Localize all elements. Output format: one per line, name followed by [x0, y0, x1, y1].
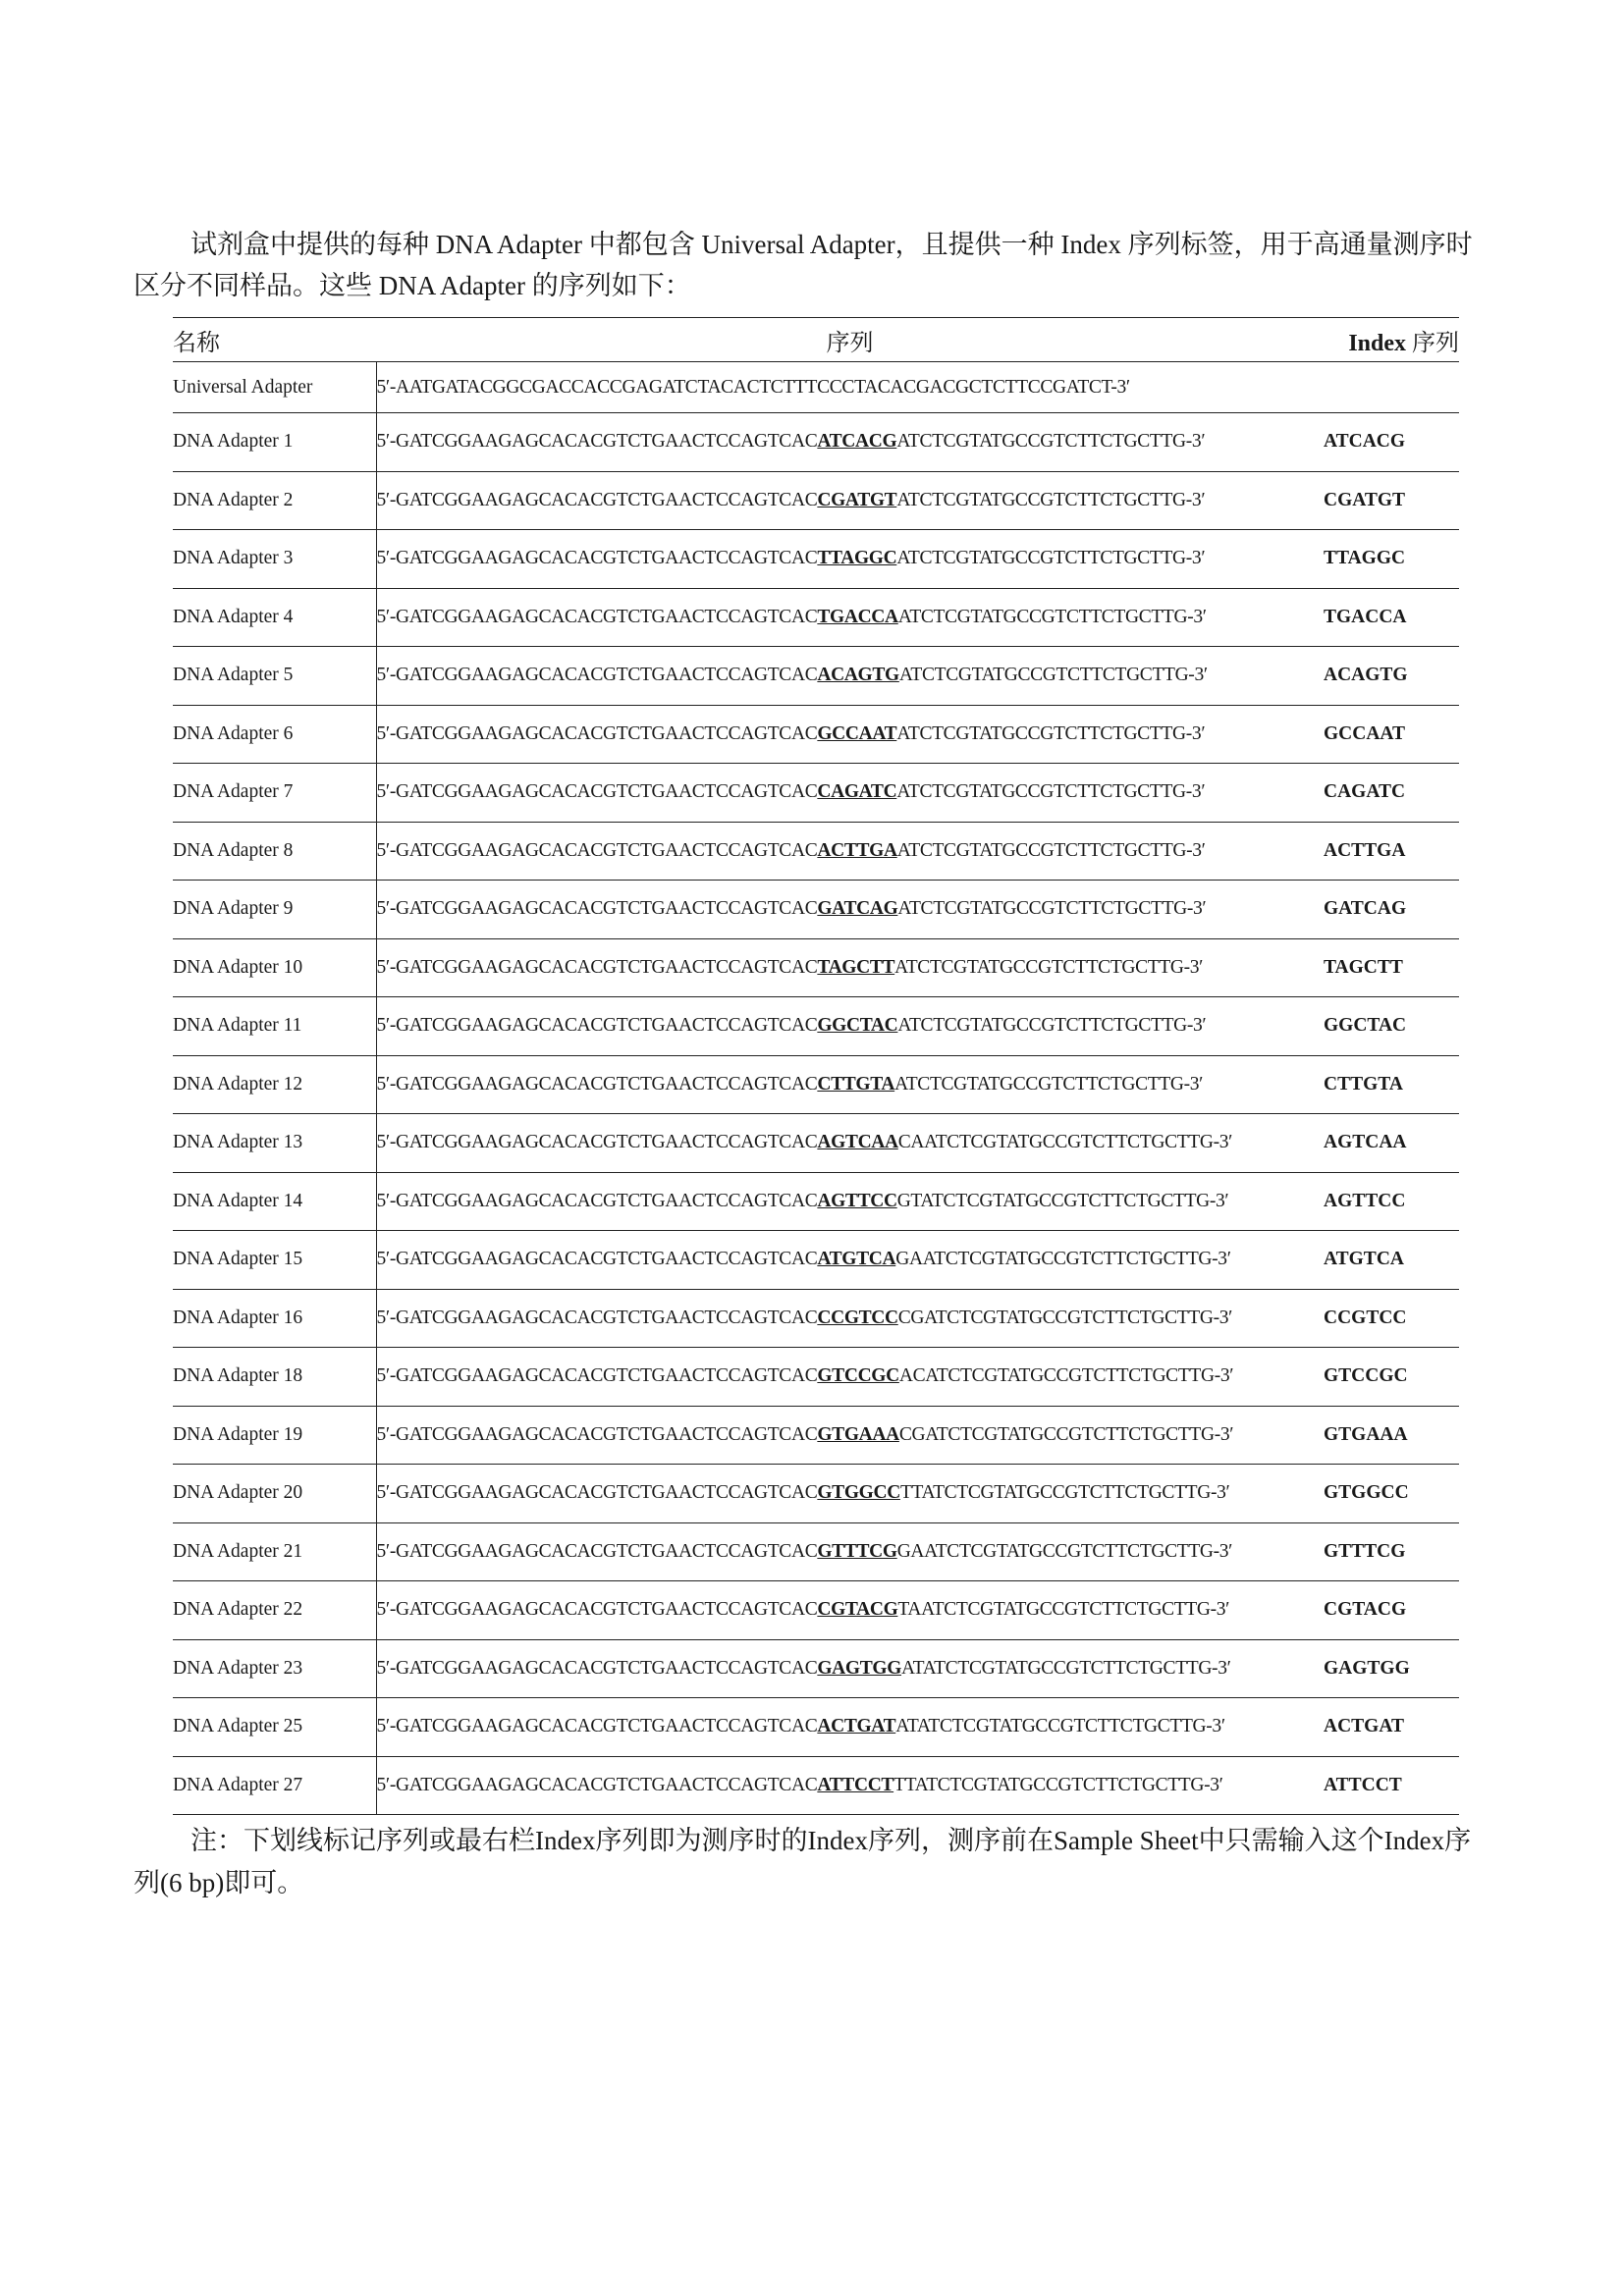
sequence-index-underlined: ATTCCT — [817, 1774, 894, 1795]
sequence-suffix: ACATCTCGTATGCCGTCTTCTGCTTG-3′ — [898, 1365, 1234, 1387]
adapter-sequence — [376, 413, 1324, 472]
adapter-sequence — [376, 997, 1324, 1056]
adapter-sequence — [376, 530, 1324, 589]
table-row — [173, 1055, 1459, 1114]
sequence-index-underlined: ACTGAT — [817, 1716, 896, 1737]
sequence-suffix: ATCTCGTATGCCGTCTTCTGCTTG-3′ — [896, 548, 1206, 569]
sequence-suffix: ATCTCGTATGCCGTCTTCTGCTTG-3′ — [897, 1015, 1207, 1037]
adapter-sequence — [376, 1756, 1324, 1815]
adapter-name: DNA Adapter 9 — [173, 881, 376, 939]
adapter-sequence — [376, 881, 1324, 939]
sequence-prefix: 5′-GATCGGAAGAGCACACGTCTGAACTCCAGTCAC — [376, 839, 818, 861]
adapter-index: AGTCAA — [1324, 1132, 1407, 1153]
sequence-prefix: 5′-GATCGGAAGAGCACACGTCTGAACTCCAGTCAC — [376, 1015, 818, 1037]
adapter-name: DNA Adapter 22 — [173, 1581, 376, 1640]
sequence-prefix: 5′-GATCGGAAGAGCACACGTCTGAACTCCAGTCAC — [376, 1599, 818, 1621]
adapter-index: CGTACG — [1324, 1599, 1407, 1621]
table-row — [173, 1639, 1459, 1698]
header-sequence: 序列 — [376, 318, 1324, 362]
adapter-name: DNA Adapter 13 — [173, 1114, 376, 1173]
sequence-suffix: GTATCTCGTATGCCGTCTTCTGCTTG-3′ — [896, 1190, 1229, 1211]
adapter-sequence — [376, 1289, 1324, 1348]
sequence-suffix: CGATCTCGTATGCCGTCTTCTGCTTG-3′ — [898, 1423, 1234, 1445]
table-row — [173, 1581, 1459, 1640]
sequence-suffix: TTATCTCGTATGCCGTCTTCTGCTTG-3′ — [899, 1482, 1230, 1504]
adapter-sequence — [376, 471, 1324, 530]
adapter-sequence — [376, 1698, 1324, 1757]
sequence-index-underlined: AGTCAA — [817, 1132, 898, 1153]
sequence-prefix: 5′-GATCGGAAGAGCACACGTCTGAACTCCAGTCAC — [376, 1249, 818, 1270]
adapter-index: CTTGTA — [1324, 1073, 1403, 1095]
sequence-prefix: 5′-GATCGGAAGAGCACACGTCTGAACTCCAGTCAC — [376, 781, 818, 803]
adapter-name: DNA Adapter 15 — [173, 1231, 376, 1290]
sequence-index-underlined: CAGATC — [817, 781, 897, 803]
adapter-index: ACTGAT — [1324, 1716, 1404, 1737]
sequence-index-underlined: GTTTCG — [817, 1540, 897, 1562]
sequence-prefix: 5′-GATCGGAAGAGCACACGTCTGAACTCCAGTCAC — [376, 956, 818, 978]
table-row — [173, 1114, 1459, 1173]
adapter-name: DNA Adapter 18 — [173, 1348, 376, 1407]
sequence-suffix: ATATCTCGTATGCCGTCTTCTGCTTG-3′ — [895, 1716, 1225, 1737]
sequence-prefix: 5′-GATCGGAAGAGCACACGTCTGAACTCCAGTCAC — [376, 1365, 818, 1387]
adapter-sequence — [376, 764, 1324, 823]
table-row — [173, 413, 1459, 472]
adapter-index: TTAGGC — [1324, 548, 1406, 569]
adapter-name: DNA Adapter 14 — [173, 1172, 376, 1231]
adapter-sequence — [376, 1055, 1324, 1114]
sequence-suffix: ATCTCGTATGCCGTCTTCTGCTTG-3′ — [896, 781, 1206, 803]
adapter-index: GAGTGG — [1324, 1657, 1410, 1679]
sequence-index-underlined: TGACCA — [817, 606, 898, 627]
sequence-index-underlined: TAGCTT — [817, 956, 895, 978]
table-row — [173, 588, 1459, 647]
sequence-index-underlined: ATCACG — [817, 431, 897, 453]
adapter-name: DNA Adapter 2 — [173, 471, 376, 530]
header-name: 名称 — [173, 318, 376, 362]
sequence-suffix: TAATCTCGTATGCCGTCTTCTGCTTG-3′ — [897, 1599, 1230, 1621]
intro-paragraph: 试剂盒中提供的每种 DNA Adapter 中都包含 Universal Adapter，且提供一种 Index 序列标签，用于高通量测序时区分不同样品。这些 DNA Adapter 的序列如下： — [134, 230, 1473, 300]
adapter-name: DNA Adapter 19 — [173, 1406, 376, 1465]
sequence-prefix: 5′-GATCGGAAGAGCACACGTCTGAACTCCAGTCAC — [376, 548, 818, 569]
adapter-sequence — [376, 1172, 1324, 1231]
sequence-index-underlined: CGTACG — [817, 1599, 898, 1621]
sequence-index-underlined: TTAGGC — [817, 548, 897, 569]
table-row — [173, 1522, 1459, 1581]
adapter-sequence — [376, 1114, 1324, 1173]
adapter-name: DNA Adapter 12 — [173, 1055, 376, 1114]
adapter-index: GTCCGC — [1324, 1365, 1408, 1387]
table-row — [173, 1289, 1459, 1348]
sequence-prefix: 5′-GATCGGAAGAGCACACGTCTGAACTCCAGTCAC — [376, 606, 818, 627]
adapter-index: GATCAG — [1324, 898, 1407, 920]
header-index — [1324, 318, 1459, 362]
sequence-suffix: ATCTCGTATGCCGTCTTCTGCTTG-3′ — [896, 839, 1206, 861]
table-row — [173, 1756, 1459, 1815]
adapter-name: DNA Adapter 23 — [173, 1639, 376, 1698]
sequence-prefix: 5′-GATCGGAAGAGCACACGTCTGAACTCCAGTCAC — [376, 1657, 818, 1679]
table-row — [173, 1231, 1459, 1290]
sequence-index-underlined: ACAGTG — [817, 665, 899, 686]
sequence-prefix: 5′-GATCGGAAGAGCACACGTCTGAACTCCAGTCAC — [376, 1307, 818, 1328]
note-paragraph: 注：下划线标记序列或最右栏Index序列即为测序时的Index序列，测序前在Sample Sheet中只需输入这个Index序列(6 bp)即可。 — [134, 1826, 1472, 1897]
adapter-sequence — [376, 1465, 1324, 1523]
adapter-index: ATGTCA — [1324, 1249, 1404, 1270]
sequence-index-underlined: CGATGT — [817, 489, 897, 510]
adapter-sequence — [376, 1231, 1324, 1290]
sequence-suffix: ATCTCGTATGCCGTCTTCTGCTTG-3′ — [896, 722, 1206, 744]
sequence-prefix: 5′-GATCGGAAGAGCACACGTCTGAACTCCAGTCAC — [376, 1716, 818, 1737]
sequence-prefix: 5′-GATCGGAAGAGCACACGTCTGAACTCCAGTCAC — [376, 1190, 818, 1211]
table-row — [173, 1172, 1459, 1231]
adapter-name: DNA Adapter 5 — [173, 647, 376, 706]
adapter-sequence — [376, 705, 1324, 764]
adapter-index: AGTTCC — [1324, 1190, 1406, 1211]
header-index-rest: 序列 — [1406, 330, 1459, 356]
adapter-sequence — [376, 1639, 1324, 1698]
sequence-suffix: ATCTCGTATGCCGTCTTCTGCTTG-3′ — [894, 1073, 1204, 1095]
sequence-index-underlined: AGTTCC — [817, 1190, 897, 1211]
table-row — [173, 997, 1459, 1056]
adapter-index: CGATGT — [1324, 489, 1406, 510]
table-row — [173, 881, 1459, 939]
adapter-index: CAGATC — [1324, 781, 1406, 803]
table-row — [173, 1465, 1459, 1523]
sequence-prefix: 5′-GATCGGAAGAGCACACGTCTGAACTCCAGTCAC — [376, 431, 818, 453]
sequence-index-underlined: GTCCGC — [817, 1365, 899, 1387]
adapter-sequence — [376, 647, 1324, 706]
sequence-prefix: 5′-GATCGGAAGAGCACACGTCTGAACTCCAGTCAC — [376, 665, 818, 686]
sequence-prefix: 5′-GATCGGAAGAGCACACGTCTGAACTCCAGTCAC — [376, 489, 818, 510]
adapter-index: GCCAAT — [1324, 722, 1406, 744]
sequence-suffix: CGATCTCGTATGCCGTCTTCTGCTTG-3′ — [897, 1307, 1233, 1328]
adapter-table-body — [173, 362, 1459, 1815]
sequence-suffix: ATATCTCGTATGCCGTCTTCTGCTTG-3′ — [901, 1657, 1231, 1679]
adapter-name: DNA Adapter 10 — [173, 938, 376, 997]
table-row — [173, 764, 1459, 823]
sequence-suffix: ATCTCGTATGCCGTCTTCTGCTTG-3′ — [894, 956, 1204, 978]
sequence-prefix: 5′-GATCGGAAGAGCACACGTCTGAACTCCAGTCAC — [376, 1774, 818, 1795]
adapter-index: GTGAAA — [1324, 1423, 1408, 1445]
sequence-prefix: 5′-GATCGGAAGAGCACACGTCTGAACTCCAGTCAC — [376, 1132, 818, 1153]
adapter-name: DNA Adapter 6 — [173, 705, 376, 764]
adapter-index: CCGTCC — [1324, 1307, 1407, 1328]
table-row — [173, 822, 1459, 881]
adapter-name: Universal Adapter — [173, 362, 376, 413]
adapter-name: DNA Adapter 7 — [173, 764, 376, 823]
sequence-suffix: ATCTCGTATGCCGTCTTCTGCTTG-3′ — [897, 606, 1207, 627]
sequence-suffix: ATCTCGTATGCCGTCTTCTGCTTG-3′ — [898, 665, 1208, 686]
adapter-sequence — [376, 1348, 1324, 1407]
adapter-name: DNA Adapter 11 — [173, 997, 376, 1056]
sequence-index-underlined: GTGAAA — [817, 1423, 899, 1445]
sequence-suffix: CAATCTCGTATGCCGTCTTCTGCTTG-3′ — [897, 1132, 1233, 1153]
sequence-index-underlined: GAGTGG — [817, 1657, 902, 1679]
adapter-index: ACAGTG — [1324, 665, 1408, 686]
adapter-name: DNA Adapter 3 — [173, 530, 376, 589]
adapter-name: DNA Adapter 20 — [173, 1465, 376, 1523]
sequence-suffix: GAATCTCGTATGCCGTCTTCTGCTTG-3′ — [895, 1249, 1231, 1270]
adapter-sequence — [376, 822, 1324, 881]
adapter-index: GTGGCC — [1324, 1482, 1409, 1504]
adapter-sequence: 5′-AATGATACGGCGACCACCGAGATCTACACTCTTTCCCTACACGACGCTCTTCCGATCT-3′ — [376, 376, 1130, 398]
sequence-suffix: TTATCTCGTATGCCGTCTTCTGCTTG-3′ — [893, 1774, 1223, 1795]
sequence-suffix: GAATCTCGTATGCCGTCTTCTGCTTG-3′ — [896, 1540, 1233, 1562]
adapter-name: DNA Adapter 21 — [173, 1522, 376, 1581]
sequence-index-underlined: GCCAAT — [817, 722, 897, 744]
sequence-prefix: 5′-GATCGGAAGAGCACACGTCTGAACTCCAGTCAC — [376, 1073, 818, 1095]
adapter-sequence — [376, 1406, 1324, 1465]
sequence-suffix: ATCTCGTATGCCGTCTTCTGCTTG-3′ — [896, 489, 1206, 510]
adapter-name: DNA Adapter 25 — [173, 1698, 376, 1757]
universal-adapter-row — [173, 362, 1459, 413]
sequence-prefix: 5′-GATCGGAAGAGCACACGTCTGAACTCCAGTCAC — [376, 722, 818, 744]
adapter-name: DNA Adapter 8 — [173, 822, 376, 881]
table-row — [173, 530, 1459, 589]
adapter-sequence — [376, 1581, 1324, 1640]
sequence-suffix: ATCTCGTATGCCGTCTTCTGCTTG-3′ — [897, 898, 1207, 920]
sequence-index-underlined: GGCTAC — [817, 1015, 898, 1037]
sequence-suffix: ATCTCGTATGCCGTCTTCTGCTTG-3′ — [896, 431, 1206, 453]
sequence-prefix: 5′-GATCGGAAGAGCACACGTCTGAACTCCAGTCAC — [376, 1423, 818, 1445]
header-index-bold: Index — [1348, 330, 1406, 356]
table-row — [173, 647, 1459, 706]
adapter-sequence — [376, 938, 1324, 997]
adapter-name: DNA Adapter 4 — [173, 588, 376, 647]
sequence-index-underlined: ATGTCA — [817, 1249, 896, 1270]
table-row — [173, 1406, 1459, 1465]
table-header-row — [173, 318, 1459, 362]
adapter-name: DNA Adapter 27 — [173, 1756, 376, 1815]
sequence-prefix: 5′-GATCGGAAGAGCACACGTCTGAACTCCAGTCAC — [376, 898, 818, 920]
sequence-index-underlined: GATCAG — [817, 898, 898, 920]
adapter-table — [173, 317, 1459, 1815]
table-row — [173, 471, 1459, 530]
sequence-prefix: 5′-GATCGGAAGAGCACACGTCTGAACTCCAGTCAC — [376, 1482, 818, 1504]
adapter-name: DNA Adapter 1 — [173, 413, 376, 472]
adapter-index: GGCTAC — [1324, 1015, 1407, 1037]
adapter-index: ACTTGA — [1324, 839, 1406, 861]
adapter-sequence — [376, 1522, 1324, 1581]
adapter-index: TGACCA — [1324, 606, 1407, 627]
adapter-name: DNA Adapter 16 — [173, 1289, 376, 1348]
adapter-index: TAGCTT — [1324, 956, 1403, 978]
sequence-index-underlined: CCGTCC — [817, 1307, 898, 1328]
sequence-index-underlined: CTTGTA — [817, 1073, 895, 1095]
table-row — [173, 938, 1459, 997]
sequence-prefix: 5′-GATCGGAAGAGCACACGTCTGAACTCCAGTCAC — [376, 1540, 818, 1562]
sequence-index-underlined: GTGGCC — [817, 1482, 900, 1504]
table-row — [173, 705, 1459, 764]
adapter-sequence — [376, 588, 1324, 647]
adapter-index: ATCACG — [1324, 431, 1406, 453]
sequence-index-underlined: ACTTGA — [817, 839, 897, 861]
table-row — [173, 1348, 1459, 1407]
adapter-index: GTTTCG — [1324, 1540, 1406, 1562]
adapter-index: ATTCCT — [1324, 1774, 1402, 1795]
table-row — [173, 1698, 1459, 1757]
